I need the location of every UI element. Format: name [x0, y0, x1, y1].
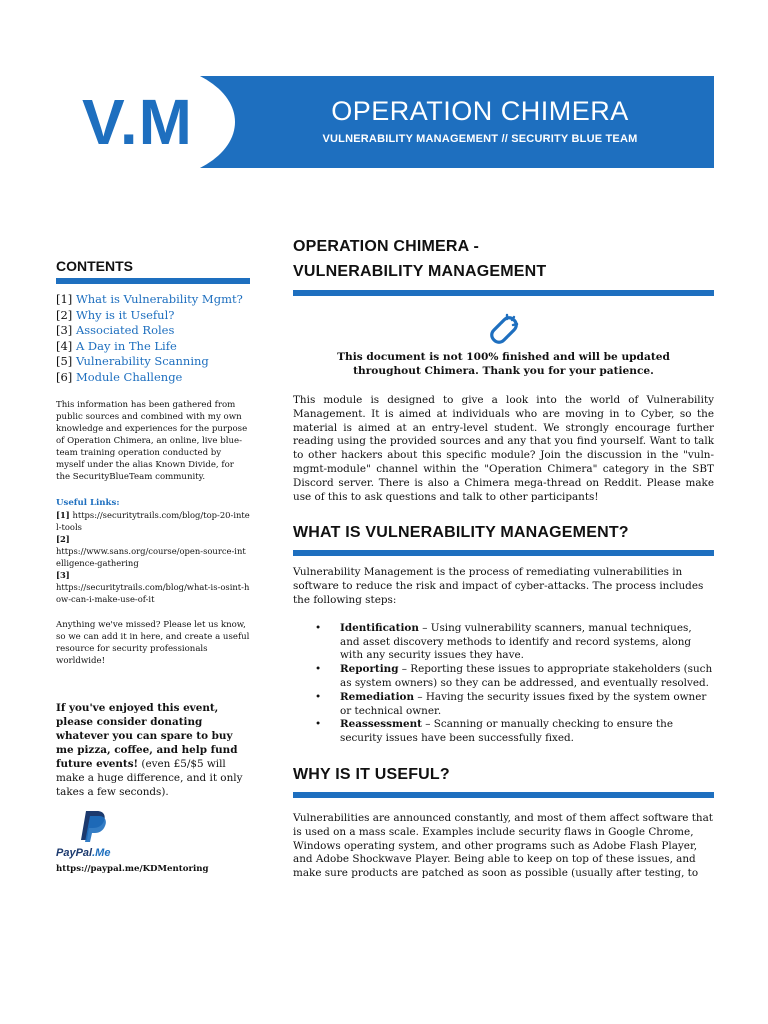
paypal-p-icon [78, 809, 108, 843]
useful-link[interactable] [56, 509, 250, 533]
intro-paragraph: This module is designed to give a look into the world of Vulnerability Management. It is aimed at individuals who are moving in to Cyber, so the material is aimed at an entry-level student. We strongly encourage further reading using the provided sources and any that you find yourself. Want to talk to other hackers about this specific module? Join the discussion in the "vuln-mgmt-module" channel within the "Operation Chimera" category in the SBT Discord server. There is also a Chimera mega-thread on Reddit. Please make use of this to ask questions and talk to other participants! [293, 394, 714, 503]
section-heading: WHY IS IT USEFUL? [293, 765, 450, 783]
info-paragraph: This information has been gathered from public sources and combined with my own knowledge and experiences for the purpose of Operation Chimera, an online, live blue-team training operation conducted by myself under the alias Known Divide, for the SecurityBlueTeam community. [56, 400, 248, 482]
list-item [293, 718, 714, 746]
paypal-brand [56, 847, 250, 859]
toc-number: [4] [56, 338, 73, 353]
toc-item[interactable] [56, 354, 250, 370]
paypal-brand-a: PayPal [56, 847, 93, 859]
logo-badge [40, 62, 235, 182]
toc-item[interactable] [56, 308, 250, 324]
section-heading: WHAT IS VULNERABILITY MANAGEMENT? [293, 524, 629, 542]
step-term: Remediation [340, 690, 415, 703]
main-content [293, 234, 714, 881]
step-term: Reporting [340, 663, 399, 676]
useful-links-heading: Useful Links: [56, 498, 120, 508]
toc-item[interactable] [56, 339, 250, 355]
list-item [293, 691, 714, 719]
link-number: [1] [56, 510, 70, 520]
process-steps [293, 622, 714, 746]
logo-text: V.M [82, 86, 193, 158]
toc-number: [2] [56, 307, 73, 322]
notice-text: This document is not 100% finished and will be updated throughout Chimera. Thank you for your patience. [337, 351, 670, 377]
toc-link[interactable]: Vulnerability Scanning [75, 354, 209, 368]
contents-rule [56, 278, 250, 284]
toc-link[interactable]: What is Vulnerability Mgmt? [75, 292, 243, 306]
donate-rest-text: (even £5/$5 will make a huge difference, and it only takes a few seconds). [56, 758, 243, 798]
paypal-brand-b: .Me [92, 847, 111, 859]
link-url[interactable]: https://securitytrails.com/blog/what-is-osint-how-can-i-make-use-of-it [56, 582, 250, 604]
section-rule [293, 550, 714, 556]
list-item [293, 622, 714, 663]
toc-link[interactable]: Module Challenge [75, 369, 183, 384]
list-item [293, 663, 714, 691]
table-of-contents [56, 292, 250, 385]
link-number: [2] [56, 534, 70, 544]
step-desc: – Having the security issues fixed by the system owner or technical owner. [340, 690, 707, 717]
paypal-url-link[interactable]: https://paypal.me/KDMentoring [56, 864, 209, 874]
step-term: Identification [340, 621, 419, 634]
toc-number: [5] [56, 354, 73, 368]
section-paragraph: Vulnerability Management is the process of remediating vulnerabilities in software to reduce the risk and impact of cyber-attacks. The process includes the following steps: [293, 566, 704, 606]
page-title-line2: VULNERABILITY MANAGEMENT [293, 263, 547, 280]
step-term: Reassessment [340, 718, 422, 731]
step-desc: – Reporting these issues to appropriate stakeholders (such as system owners) so they can be addressed, and eventually resolved. [340, 663, 713, 689]
toc-number: [6] [56, 369, 73, 384]
paypal-block[interactable] [56, 809, 250, 874]
sidebar [56, 258, 250, 874]
missed-paragraph: Anything we've missed? Please let us know, so we can add it in here, and create a useful resource for security professionals worldwide! [56, 620, 250, 666]
toc-item[interactable] [56, 323, 250, 339]
useful-link[interactable] [56, 569, 250, 605]
toc-item[interactable] [56, 370, 250, 386]
page-title-line1: OPERATION CHIMERA - [293, 238, 480, 255]
link-url[interactable]: https://securitytrails.com/blog/top-20-intel-tools [56, 510, 250, 532]
document-subtitle: VULNERABILITY MANAGEMENT // SECURITY BLUE TEAM [322, 133, 638, 145]
title-rule [293, 290, 714, 296]
link-url[interactable]: https://www.sans.org/course/open-source-intelligence-gathering [56, 546, 246, 568]
section-rule [293, 792, 714, 798]
title-banner [196, 76, 714, 168]
link-number: [3] [56, 570, 70, 580]
section-paragraph: Vulnerabilities are announced constantly, and most of them affect software that is used on a mass scale. Examples include security flaws in Google Chrome, Windows operating system, and other programs such as Adobe Flash Player, and Adobe Shockwave Player. Being able to keep on top of these issues, and make sure products are patched as soon as possible (usually after testing, to [293, 811, 713, 880]
toc-link[interactable]: Why is it Useful? [75, 307, 175, 322]
useful-link[interactable] [56, 533, 250, 569]
toc-number: [3] [56, 323, 73, 337]
page-title [293, 234, 714, 284]
contents-heading: CONTENTS [56, 258, 133, 274]
broken-link-icon [486, 312, 522, 348]
document-title: OPERATION CHIMERA [331, 96, 629, 126]
toc-item[interactable] [56, 292, 250, 308]
toc-number: [1] [56, 292, 73, 306]
toc-link[interactable]: A Day in The Life [75, 338, 177, 353]
toc-link[interactable]: Associated Roles [75, 323, 175, 337]
step-desc: – Using vulnerability scanners, manual techniques, and asset discovery methods to identify and record systems, along with any security issues they have. [340, 621, 692, 662]
donate-paragraph [56, 701, 250, 799]
step-desc: – Scanning or manually checking to ensure the security issues have been successfully fixed. [340, 718, 673, 745]
donate-bold-text: If you've enjoyed this event, please consider donating whatever you can spare to buy me pizza, coffee, and help fund future events! [56, 702, 238, 770]
